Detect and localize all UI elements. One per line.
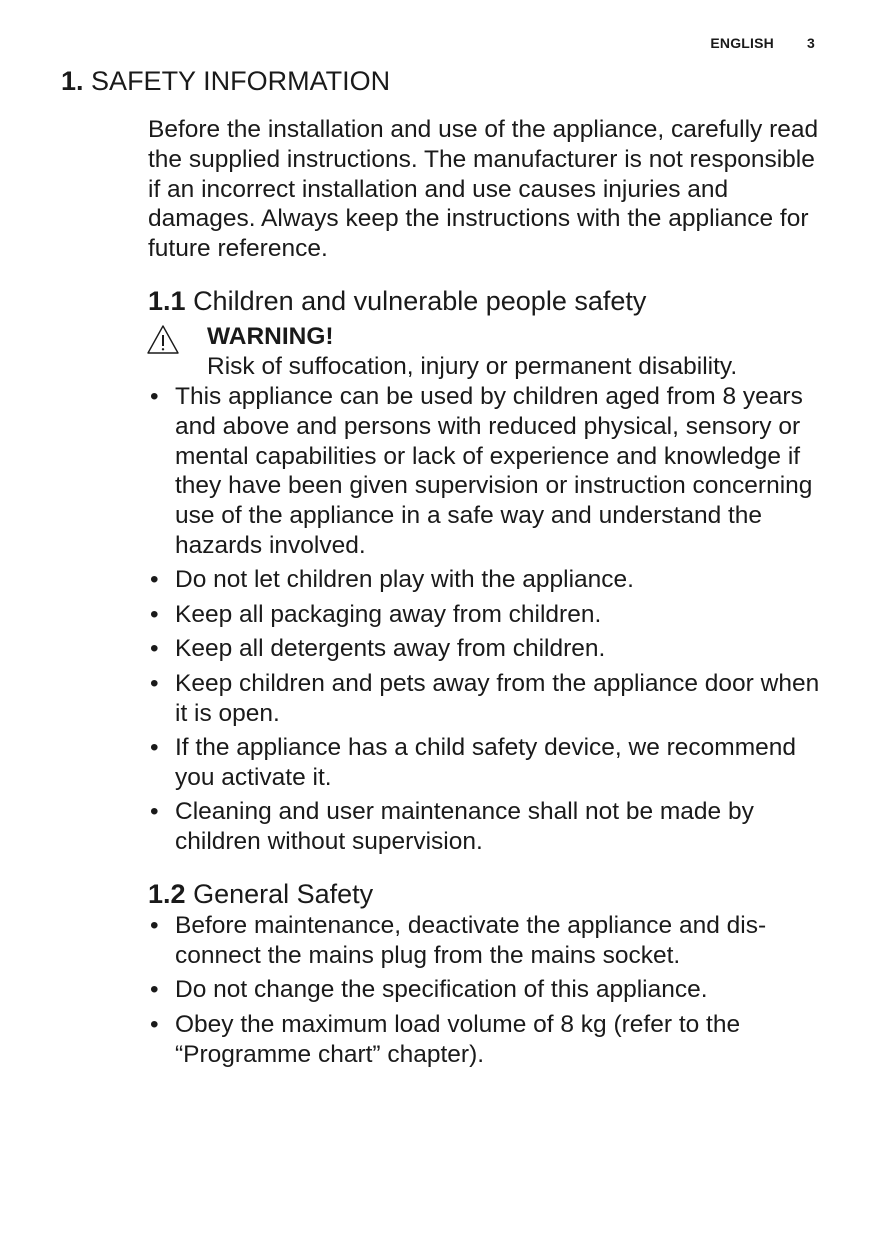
subsection-number: 1.2 [148,879,186,910]
bullet-icon: • [150,635,159,663]
list-item-text: If the appliance has a child safety device, we recommend you activate it. [175,734,797,791]
intro-paragraph: Before the installation and use of the appliance, carefully read the supplied instructions. The manufacturer is not responsible if an incorrect installation and use causes injuries and damages. Always keep the instructions with the appliance for future reference. [148,116,819,263]
subsection-number: 1.1 [148,285,186,316]
list-item-text: Obey the maximum load volume of 8 kg (refer to the “Programme chart” chapter). [175,1010,741,1068]
page-number: 3 [807,35,815,51]
header-language: ENGLISH [710,35,774,51]
bullet-icon: • [150,1010,159,1038]
list-item [148,669,828,729]
warning-box [148,322,828,382]
list-item [148,600,828,630]
list-item-text: Do not change the specification of this appliance. [175,976,708,1004]
warning-triangle-icon [146,324,180,356]
list-item-text: This appliance can be used by children aged from 8 years and above and persons with reduced physical, sensory or mental capabilities or lack of experience and knowledge if they have been given supervision or instruction concerning use of the appliance in a safe way and understand the hazards involved. [175,382,813,559]
content [148,115,828,1074]
bullet-icon: • [150,976,159,1004]
bullet-icon: • [150,600,159,628]
warning-title: WARNING! [207,322,334,350]
list-item [148,382,828,561]
list-item [148,975,828,1005]
bullet-icon: • [150,734,159,762]
page-header [710,35,815,51]
subsection-title-text: Children and vulnerable people safety [193,285,647,316]
section-title [61,64,390,98]
section-number: 1. [61,66,84,96]
list-item [148,565,828,595]
list-item [148,797,828,857]
list-item-text: Before maintenance, deactivate the appliance and disconnect the mains plug from the mains socket. [175,912,767,969]
list-item [148,1010,828,1070]
subsection-title-general-safety [148,877,828,911]
bullet-icon: • [150,382,159,410]
bullet-icon: • [150,912,159,940]
list-item-text: Keep children and pets away from the appliance door when it is open. [175,669,820,727]
subsection-title-children-safety [148,284,828,318]
list-item-text: Cleaning and user maintenance shall not be made by children without supervision. [175,798,754,856]
bullet-icon: • [150,669,159,697]
list-item [148,911,828,971]
section-title-text: SAFETY INFORMATION [91,66,391,96]
bullet-icon: • [150,566,159,594]
subsection-title-text: General Safety [193,879,374,910]
list-item-text: Do not let children play with the appliance. [175,566,634,594]
bullet-icon: • [150,798,159,826]
list-item-text: Keep all packaging away from children. [175,600,602,628]
children-safety-list [148,382,828,857]
list-item [148,634,828,664]
warning-text: Risk of suffocation, injury or permanent disability. [207,352,738,380]
general-safety-list [148,911,828,1069]
list-item [148,733,828,793]
list-item-text: Keep all detergents away from children. [175,635,606,663]
